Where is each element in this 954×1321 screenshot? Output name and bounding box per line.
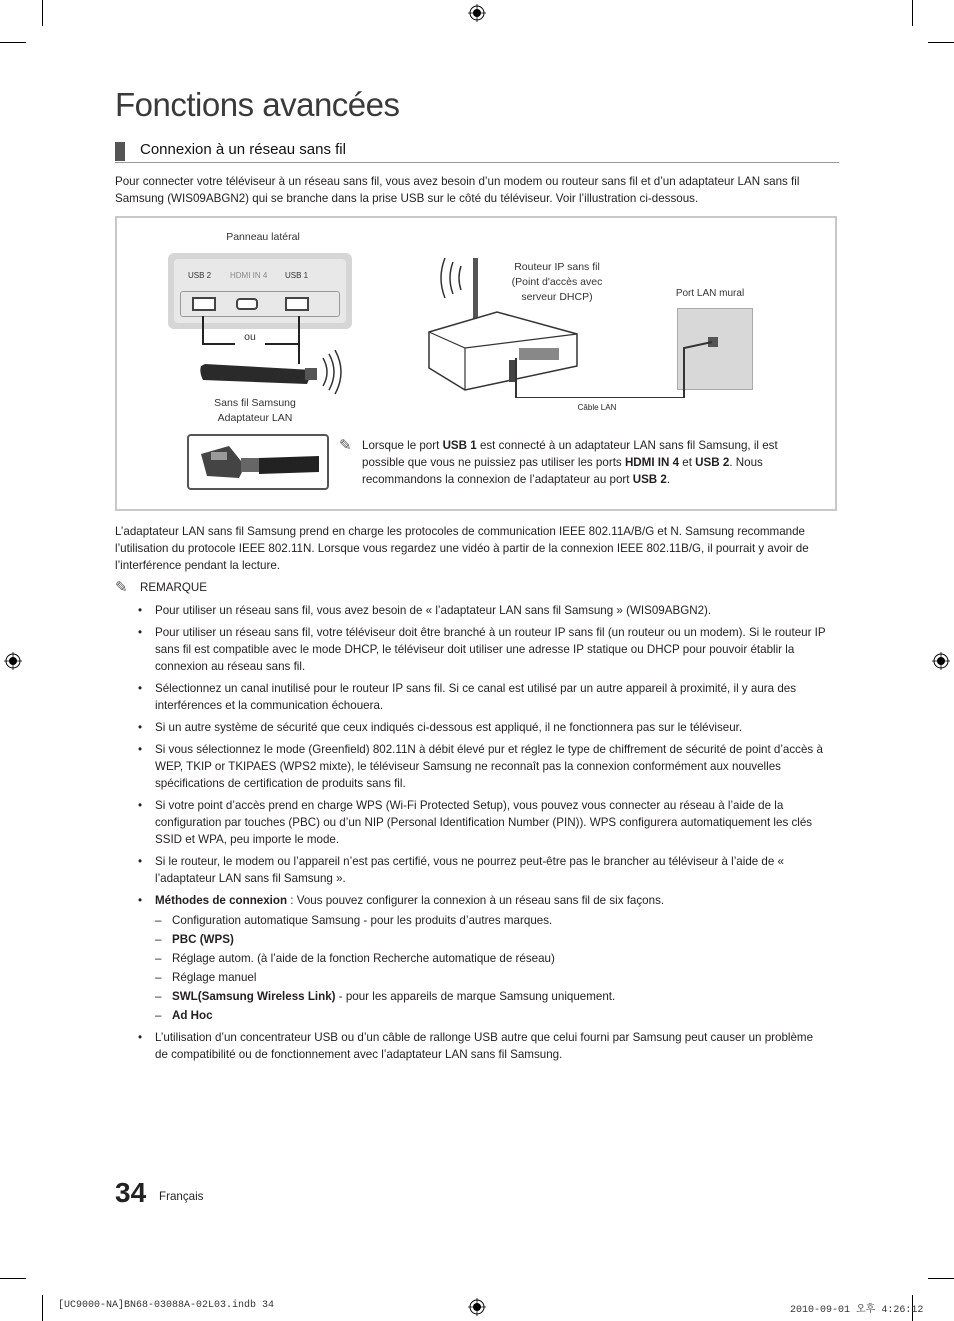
list-item: • Si votre point d’accès prend en charge WPS (Wi-Fi Protected Setup), vous pouvez vous connecter au réseau à l’aide de la configuration par touches (PBC) ou d’un NIP (Personal Identification Number (PIN)). WPS configurera automatiquement les clés SSID et WPA, peu importe le mode. <box>138 799 813 846</box>
page-language: Français <box>159 1190 204 1203</box>
list-item: • Si vous sélectionnez le mode (Greenfield) 802.11N à débit élevé pur et réglez le type de chiffrement de sécurité de point d’accès à WEP, TKIP or TKIPAES (WPS2 mixte), le téléviseur Samsung ne reconnaît pas la connexion conformément aux nouvelles spécifications de certification de produits sans fil. <box>138 743 823 790</box>
footer-file: [UC9000-NA]BN68-03088A-02L03.indb 34 <box>58 1300 275 1311</box>
usb2-label: USB 2 <box>188 271 212 280</box>
lan-adapter-icon <box>195 350 345 395</box>
wall-port-label: Port LAN mural <box>675 288 745 299</box>
list-item-methods: • Méthodes de connexion : Vous pouvez configurer la connexion à un réseau sans fil de six façons. – Configuration automatique Samsung - pour les produits d’autres marques. – PBC (WPS) – Réglage autom. (à l’aide de la fonction Recherche automatique de réseau) – Réglage manuel – SWL(Samsung Wireless Link) - pour les appareils de marque Samsung uniquement. – Ad Hoc <box>138 892 828 1024</box>
method-item: – PBC (WPS) <box>155 933 234 946</box>
note-pencil-icon: ✎ <box>339 437 352 454</box>
router-label-1: Routeur IP sans fil <box>514 261 600 273</box>
method-item: – Réglage manuel <box>155 971 257 984</box>
method-item: – Ad Hoc <box>155 1009 213 1022</box>
crop-mark <box>928 42 954 43</box>
list-item: • Pour utiliser un réseau sans fil, votre téléviseur doit être branché à un routeur IP sans fil (un routeur ou un modem). Si le routeur IP sans fil est compatible avec le mode DHCP, le téléviseur doit utiliser une adresse IP statique ou DHCP pour pouvoir établir la connexion au réseau sans fil. <box>138 626 826 673</box>
remark-list <box>138 602 828 1068</box>
intro-paragraph: Pour connecter votre téléviseur à un réseau sans fil, vous avez besoin d’un modem ou routeur sans fil et d’un adaptateur LAN sans fil Samsung (WIS09ABGN2) qui se branche dans la prise USB sur le côté du téléviseur. Voir l’illustration ci-dessous. <box>115 175 800 205</box>
hdmi4-label: HDMI IN 4 <box>230 271 268 280</box>
registration-mark-icon <box>468 4 486 22</box>
registration-mark-icon <box>932 652 950 670</box>
crop-mark <box>42 1295 43 1321</box>
method-item: – Réglage autom. (à l’aide de la fonction Recherche automatique de réseau) <box>155 952 555 965</box>
list-item: • Si le routeur, le modem ou l’appareil n’est pas certifié, vous ne pourrez peut-être pas le brancher au téléviseur à l’aide de « l’adaptateur LAN sans fil Samsung ». <box>138 855 784 885</box>
router-label-3: serveur DHCP) <box>521 291 593 303</box>
figure-note: Lorsque le port USB 1 est connecté à un adaptateur LAN sans fil Samsung, il est possible que vous ne puissiez pas utiliser les ports HDMI IN 4 et USB 2. Nous recommandons la connexion de l’adaptateur au port USB 2. <box>362 439 778 486</box>
lan-cable-icon <box>512 338 722 398</box>
list-item: • Pour utiliser un réseau sans fil, vous avez besoin de « l’adaptateur LAN sans fil Samsung » (WIS09ABGN2). <box>138 604 712 617</box>
adapter-label-2: Adaptateur LAN <box>217 412 293 424</box>
remark-label: REMARQUE <box>140 581 207 594</box>
list-item: • Sélectionnez un canal inutilisé pour le routeur IP sans fil. Si ce canal est utilisé par un autre appareil à proximité, il y aura des interférences et la communication échouera. <box>138 682 797 712</box>
crop-mark <box>42 0 43 26</box>
registration-mark-icon <box>468 1298 486 1316</box>
router-label-2: (Point d'accès avec <box>511 276 603 288</box>
crop-mark <box>928 1278 954 1279</box>
list-item: • Si un autre système de sécurité que ceux indiqués ci-dessous est appliqué, il ne fonctionnera pas sur le téléviseur. <box>138 721 743 734</box>
cable-label: Câble LAN <box>577 403 617 412</box>
usb2-port <box>192 297 216 311</box>
connection-diagram <box>115 216 837 511</box>
section-header <box>115 140 839 163</box>
method-item: – SWL(Samsung Wireless Link) - pour les appareils de marque Samsung uniquement. <box>155 990 616 1003</box>
section-title: Connexion à un réseau sans fil <box>140 141 346 158</box>
body-paragraph: L’adaptateur LAN sans fil Samsung prend en charge les protocoles de communication IEEE 802.11A/B/G et N. Samsung recommande l’utilisation du protocole IEEE 802.11N. Lorsque vous regardez une vidéo à partir de la connexion IEEE 802.11B/G, il pourrait y avoir de l’interférence pendant la lecture. <box>115 525 809 572</box>
panel-label: Panneau latéral <box>226 231 300 243</box>
page-title: Fonctions avancées <box>115 86 400 123</box>
section-bar <box>115 142 125 161</box>
crop-mark <box>0 42 26 43</box>
or-label: ou <box>235 330 265 345</box>
adapter-label-1: Sans fil Samsung <box>214 397 296 409</box>
usb1-port <box>285 297 309 311</box>
page-number: 34 <box>115 1177 147 1208</box>
crop-mark <box>0 1278 26 1279</box>
usb1-label: USB 1 <box>285 271 309 280</box>
remark-pencil-icon: ✎ <box>115 579 128 596</box>
registration-mark-icon <box>4 652 22 670</box>
adapter-insert-illustration <box>187 434 329 490</box>
footer-date: 2010-09-01 오후 4:26:12 <box>790 1305 924 1316</box>
list-item: • L’utilisation d’un concentrateur USB ou d’un câble de rallonge USB autre que celui fourni par Samsung peut causer un problème de compatibilité ou de fonctionnement avec l’adaptateur LAN sans fil Samsung. <box>138 1031 814 1061</box>
hdmi-port <box>236 298 258 310</box>
crop-mark <box>912 0 913 26</box>
method-item: – Configuration automatique Samsung - pour les produits d’autres marques. <box>155 914 553 927</box>
